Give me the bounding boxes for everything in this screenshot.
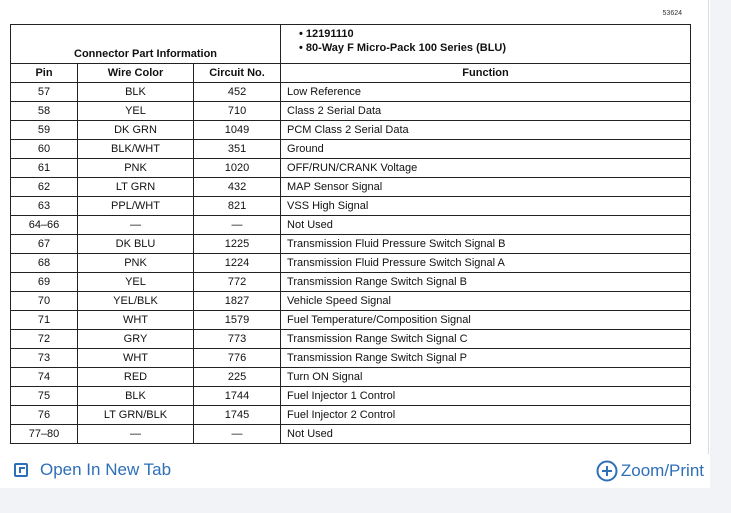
cell-function: Turn ON Signal — [281, 368, 691, 387]
cell-pin: 75 — [11, 387, 78, 406]
table-row — [11, 178, 691, 197]
cell-pin: 63 — [11, 197, 78, 216]
cell-function: Transmission Range Switch Signal P — [281, 349, 691, 368]
cell-wire-color: DK BLU — [78, 235, 194, 254]
table-row — [11, 197, 691, 216]
cell-circuit-no: 1020 — [194, 159, 281, 178]
table-row — [11, 425, 691, 444]
connector-part-info-values — [281, 25, 691, 64]
cell-pin: 77–80 — [11, 425, 78, 444]
cell-wire-color: PPL/WHT — [78, 197, 194, 216]
cell-wire-color: DK GRN — [78, 121, 194, 140]
cell-wire-color: — — [78, 425, 194, 444]
table-row — [11, 121, 691, 140]
zoom-print-link[interactable] — [596, 460, 704, 482]
table-row — [11, 216, 691, 235]
cell-pin: 76 — [11, 406, 78, 425]
cell-function: Vehicle Speed Signal — [281, 292, 691, 311]
cell-pin: 67 — [11, 235, 78, 254]
cell-circuit-no: — — [194, 425, 281, 444]
table-row — [11, 140, 691, 159]
cell-pin: 57 — [11, 83, 78, 102]
cell-wire-color: WHT — [78, 311, 194, 330]
cell-wire-color: YEL/BLK — [78, 292, 194, 311]
open-in-new-tab-link[interactable] — [14, 460, 171, 480]
column-header-pin: Pin — [11, 64, 78, 83]
cell-circuit-no: 773 — [194, 330, 281, 349]
cell-wire-color: RED — [78, 368, 194, 387]
cell-wire-color: LT GRN — [78, 178, 194, 197]
plus-circle-icon — [596, 460, 618, 482]
cell-pin: 73 — [11, 349, 78, 368]
table-row — [11, 349, 691, 368]
cell-function: Fuel Injector 2 Control — [281, 406, 691, 425]
connector-header-row — [11, 25, 691, 64]
cell-circuit-no: 351 — [194, 140, 281, 159]
cell-pin: 72 — [11, 330, 78, 349]
connector-table — [10, 24, 691, 444]
cell-circuit-no: 710 — [194, 102, 281, 121]
cell-function: Low Reference — [281, 83, 691, 102]
cell-pin: 62 — [11, 178, 78, 197]
table-row — [11, 159, 691, 178]
connector-description: • 80-Way F Micro-Pack 100 Series (BLU) — [299, 42, 507, 54]
cell-function: Transmission Range Switch Signal C — [281, 330, 691, 349]
cell-pin: 71 — [11, 311, 78, 330]
cell-function: Transmission Fluid Pressure Switch Signal A — [281, 254, 691, 273]
cell-pin: 58 — [11, 102, 78, 121]
cell-circuit-no: 432 — [194, 178, 281, 197]
viewer-frame-right — [710, 0, 731, 513]
cell-pin: 59 — [11, 121, 78, 140]
cell-function: VSS High Signal — [281, 197, 691, 216]
cell-circuit-no: 1745 — [194, 406, 281, 425]
cell-pin: 74 — [11, 368, 78, 387]
column-header-row — [11, 64, 691, 83]
cell-pin: 61 — [11, 159, 78, 178]
table-row — [11, 311, 691, 330]
cell-circuit-no: 225 — [194, 368, 281, 387]
viewer-frame-bottom — [0, 488, 731, 513]
cell-wire-color: BLK/WHT — [78, 140, 194, 159]
table-row — [11, 387, 691, 406]
cell-circuit-no: 776 — [194, 349, 281, 368]
cell-wire-color: LT GRN/BLK — [78, 406, 194, 425]
cell-wire-color: YEL — [78, 102, 194, 121]
table-row — [11, 368, 691, 387]
column-header-circuit-no: Circuit No. — [194, 64, 281, 83]
cell-wire-color: WHT — [78, 349, 194, 368]
cell-wire-color: BLK — [78, 387, 194, 406]
table-row — [11, 330, 691, 349]
cell-circuit-no: 1827 — [194, 292, 281, 311]
cell-function: Fuel Temperature/Composition Signal — [281, 311, 691, 330]
cell-function: Not Used — [281, 425, 691, 444]
table-row — [11, 292, 691, 311]
cell-function: Fuel Injector 1 Control — [281, 387, 691, 406]
cell-circuit-no: 452 — [194, 83, 281, 102]
document-id: 53624 — [662, 10, 682, 17]
cell-pin: 68 — [11, 254, 78, 273]
connector-part-info-label: Connector Part Information — [11, 25, 281, 64]
table-row — [11, 83, 691, 102]
cell-circuit-no: — — [194, 216, 281, 235]
part-number: • 12191110 — [299, 28, 354, 40]
cell-function: Ground — [281, 140, 691, 159]
cell-pin: 69 — [11, 273, 78, 292]
column-header-function: Function — [281, 64, 691, 83]
cell-circuit-no: 1049 — [194, 121, 281, 140]
cell-wire-color: — — [78, 216, 194, 235]
open-in-new-tab-icon — [14, 463, 28, 477]
column-header-wire-color: Wire Color — [78, 64, 194, 83]
open-in-new-tab-label: Open In New Tab — [40, 460, 172, 479]
cell-wire-color: BLK — [78, 83, 194, 102]
cell-function: PCM Class 2 Serial Data — [281, 121, 691, 140]
cell-circuit-no: 772 — [194, 273, 281, 292]
cell-circuit-no: 1579 — [194, 311, 281, 330]
cell-wire-color: YEL — [78, 273, 194, 292]
cell-function: Transmission Fluid Pressure Switch Signal B — [281, 235, 691, 254]
cell-wire-color: PNK — [78, 254, 194, 273]
cell-function: OFF/RUN/CRANK Voltage — [281, 159, 691, 178]
cell-pin: 64–66 — [11, 216, 78, 235]
cell-circuit-no: 1744 — [194, 387, 281, 406]
cell-circuit-no: 1225 — [194, 235, 281, 254]
table-row — [11, 406, 691, 425]
cell-wire-color: GRY — [78, 330, 194, 349]
table-row — [11, 254, 691, 273]
cell-function: MAP Sensor Signal — [281, 178, 691, 197]
table-row — [11, 235, 691, 254]
cell-function: Transmission Range Switch Signal B — [281, 273, 691, 292]
cell-function: Class 2 Serial Data — [281, 102, 691, 121]
cell-pin: 60 — [11, 140, 78, 159]
cell-circuit-no: 821 — [194, 197, 281, 216]
cell-function: Not Used — [281, 216, 691, 235]
cell-circuit-no: 1224 — [194, 254, 281, 273]
cell-pin: 70 — [11, 292, 78, 311]
table-row — [11, 273, 691, 292]
cell-wire-color: PNK — [78, 159, 194, 178]
table-row — [11, 102, 691, 121]
zoom-print-label: Zoom/Print — [620, 461, 704, 480]
